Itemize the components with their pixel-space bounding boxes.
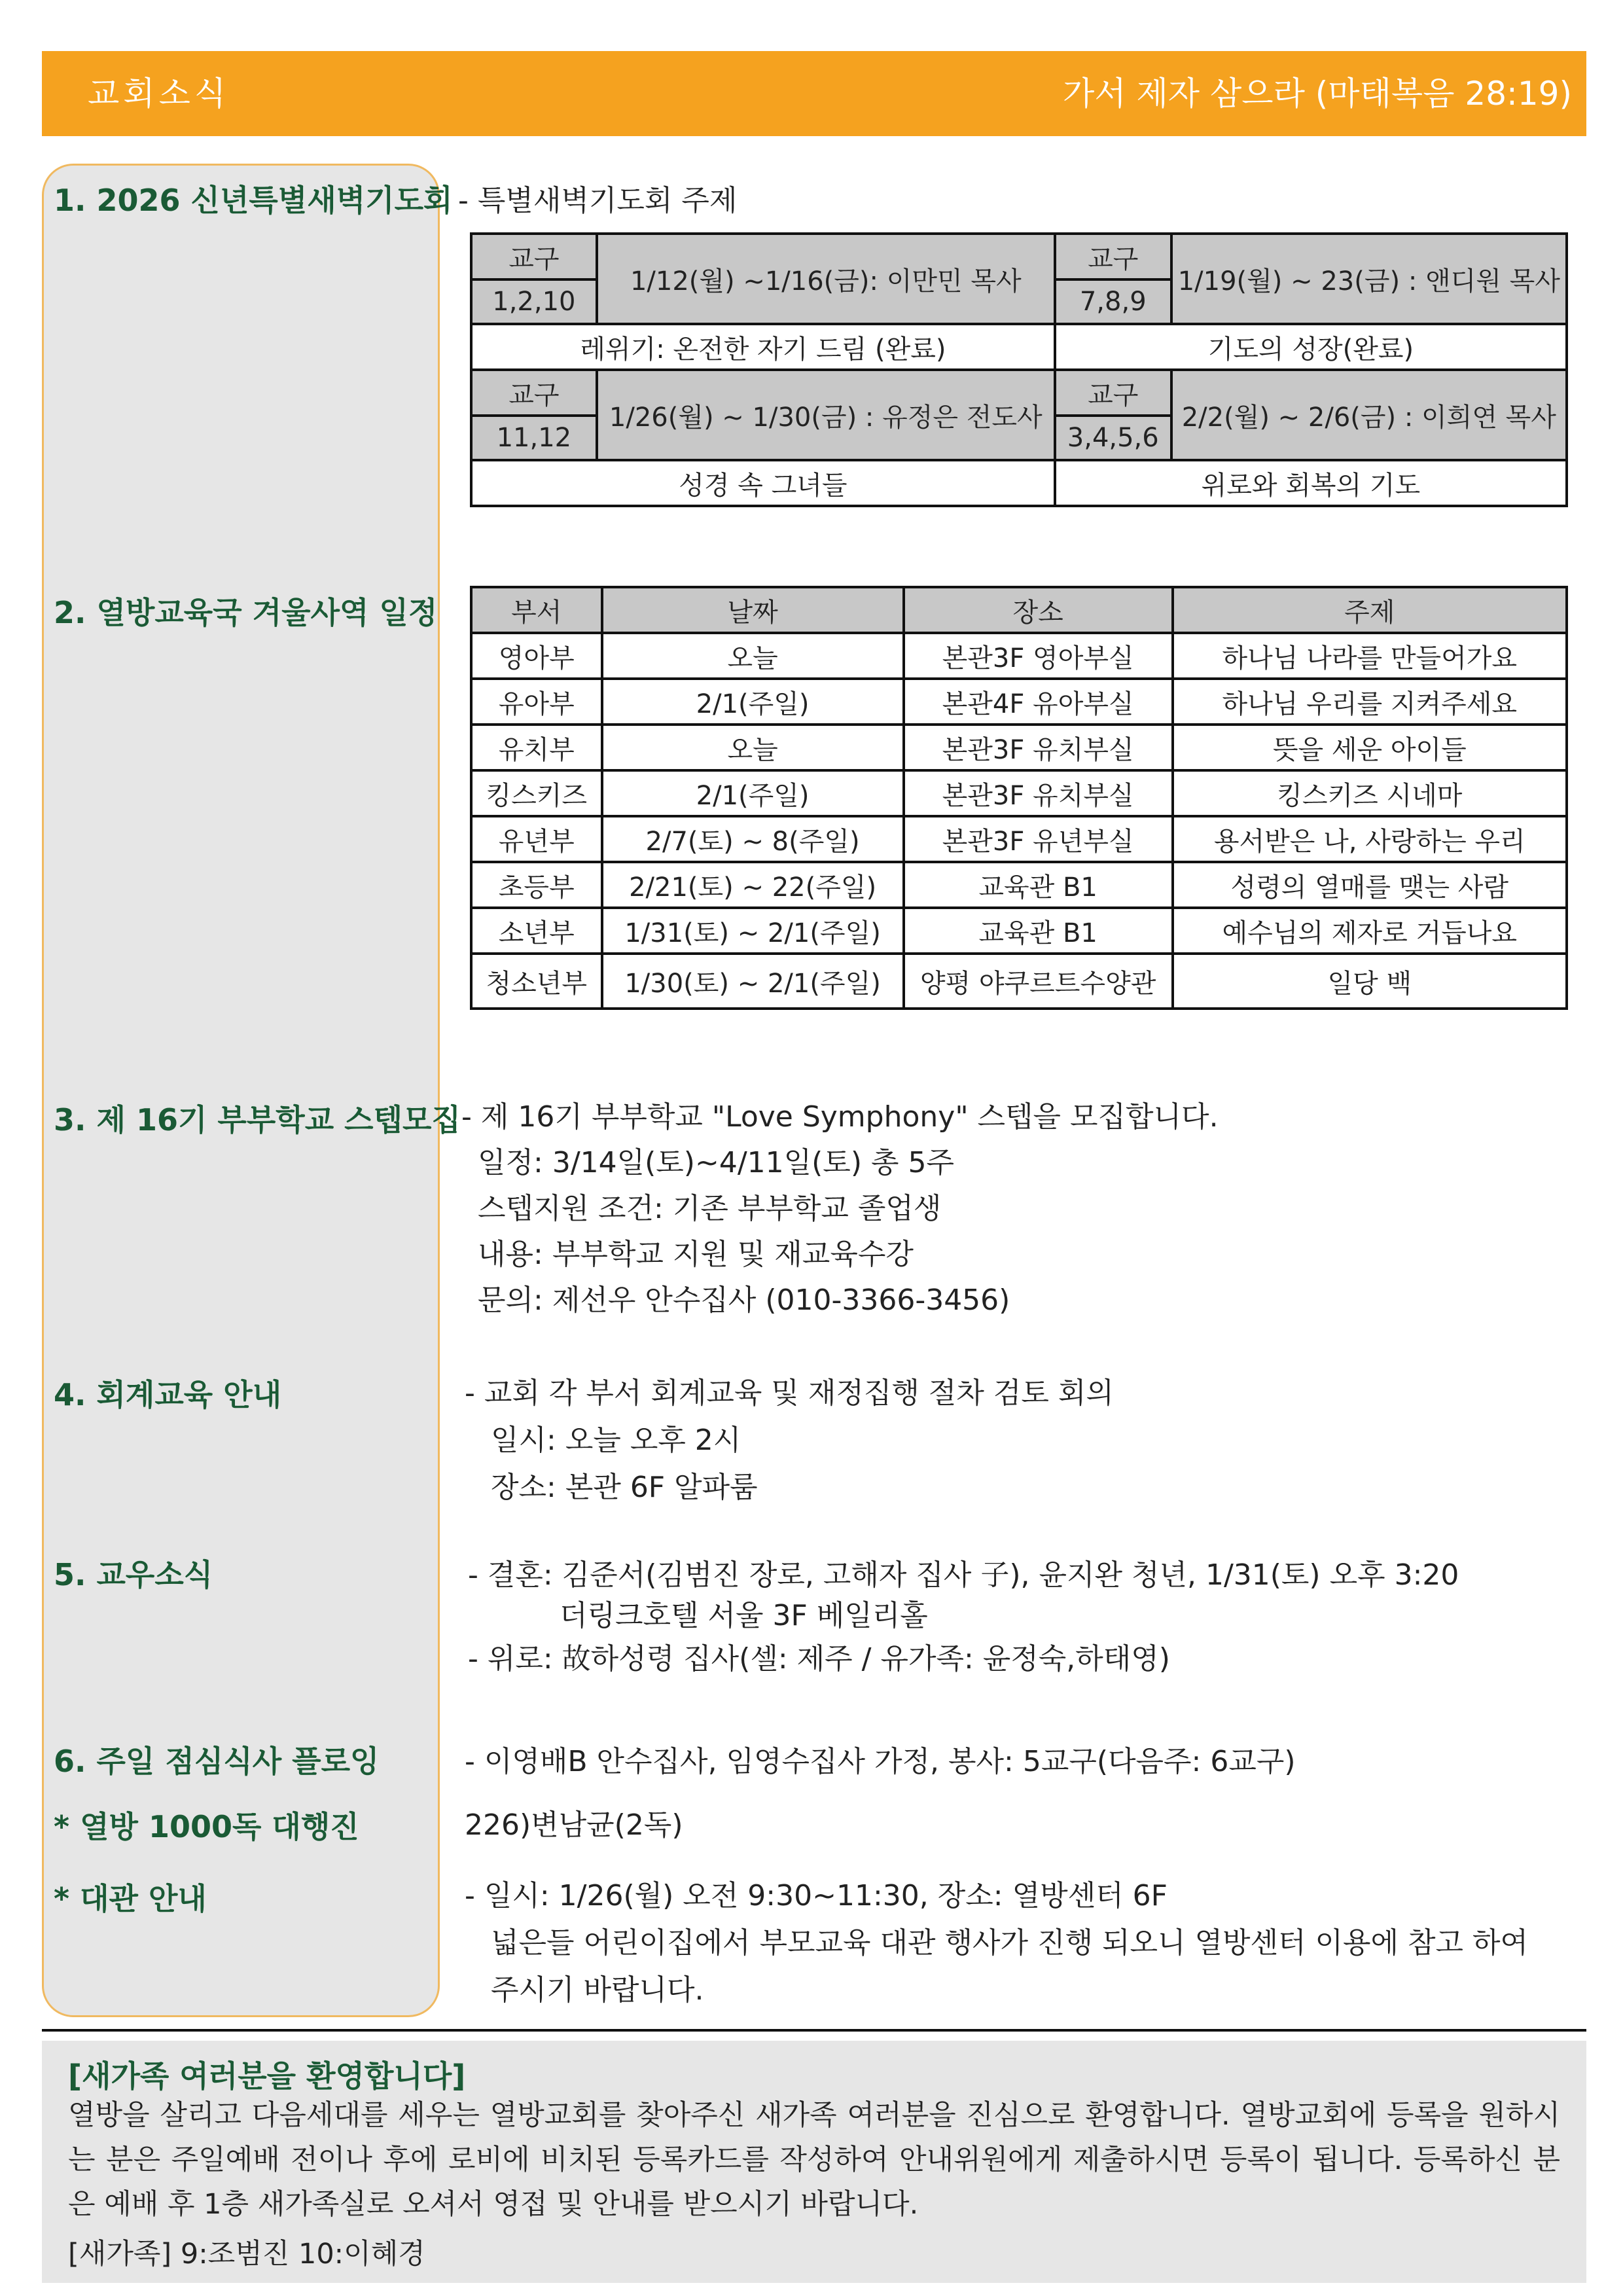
header-bar xyxy=(42,51,1586,136)
week3-dates: 1/26(월) ~ 1/30(금) : 유정은 전도사 xyxy=(597,370,1055,460)
col-header-date: 날짜 xyxy=(602,587,904,633)
section5-title: 5. 교우소식 xyxy=(54,1557,213,1592)
table-row xyxy=(471,725,1567,770)
week4-dates: 2/2(월) ~ 2/6(금) : 이희연 목사 xyxy=(1171,370,1567,460)
section7-title: * 열방 1000독 대행진 xyxy=(54,1809,359,1844)
section5-line: - 결혼: 김준서(김범진 장로, 고해자 집사 子), 윤지완 청년, 1/31(토) 오후 3:20 xyxy=(468,1558,1459,1592)
cell-place: 교육관 B1 xyxy=(904,908,1173,954)
cell-theme: 성령의 열매를 맺는 사람 xyxy=(1173,862,1567,908)
cell-date: 1/30(토) ~ 2/1(주일) xyxy=(602,954,904,1009)
education-schedule-table xyxy=(470,586,1568,1010)
week1-theme: 레위기: 온전한 자기 드림 (완료) xyxy=(471,324,1055,370)
section1-intro: - 특별새벽기도회 주제 xyxy=(458,184,738,217)
section6-line: - 이영배B 안수집사, 임영수집사 가정, 봉사: 5교구(다음주: 6교구) xyxy=(465,1745,1296,1778)
week3-districts: 11,12 xyxy=(471,416,597,460)
section3-line: 일정: 3/14일(토)~4/11일(토) 총 5주 xyxy=(478,1146,954,1179)
section1-title: 1. 2026 신년특별새벽기도회 xyxy=(54,183,453,218)
table-row xyxy=(471,816,1567,862)
cell-theme: 킹스키즈 시네마 xyxy=(1173,770,1567,816)
prayer-schedule-table xyxy=(470,232,1568,507)
week2-theme: 기도의 성장(완료) xyxy=(1055,324,1567,370)
welcome-box xyxy=(42,2041,1586,2283)
section4-line: 장소: 본관 6F 알파룸 xyxy=(491,1471,758,1504)
cell-dept: 소년부 xyxy=(471,908,602,954)
week1-dates: 1/12(월) ~1/16(금): 이만민 목사 xyxy=(597,234,1055,324)
week2-districts: 7,8,9 xyxy=(1055,279,1171,324)
newcomers-list: [새가족] 9:조범진 10:이혜경 xyxy=(68,2238,425,2270)
cell-dept: 킹스키즈 xyxy=(471,770,602,816)
cell-dept: 청소년부 xyxy=(471,954,602,1009)
cell-theme: 일당 백 xyxy=(1173,954,1567,1009)
cell-place: 본관3F 유년부실 xyxy=(904,816,1173,862)
table-row xyxy=(471,862,1567,908)
cell-place: 교육관 B1 xyxy=(904,862,1173,908)
cell-date: 오늘 xyxy=(602,725,904,770)
divider xyxy=(42,2029,1586,2032)
col-header-dept: 부서 xyxy=(471,587,602,633)
table-row xyxy=(471,908,1567,954)
cell-theme: 하나님 우리를 지켜주세요 xyxy=(1173,679,1567,725)
district-label: 교구 xyxy=(471,234,597,279)
section3-line: 문의: 제선우 안수집사 (010-3366-3456) xyxy=(478,1283,1010,1317)
cell-place: 본관4F 유아부실 xyxy=(904,679,1173,725)
cell-place: 본관3F 영아부실 xyxy=(904,633,1173,679)
section3-line: 스텝지원 조건: 기존 부부학교 졸업생 xyxy=(478,1192,942,1225)
section8-line: - 일시: 1/26(월) 오전 9:30~11:30, 장소: 열방센터 6F xyxy=(465,1879,1168,1912)
welcome-title: [새가족 여러분을 환영합니다] xyxy=(68,2058,466,2094)
cell-theme: 용서받은 나, 사랑하는 우리 xyxy=(1173,816,1567,862)
district-label: 교구 xyxy=(1055,234,1171,279)
section4-title: 4. 회계교육 안내 xyxy=(54,1377,282,1412)
cell-theme: 예수님의 제자로 거듭나요 xyxy=(1173,908,1567,954)
cell-date: 2/1(주일) xyxy=(602,770,904,816)
section5-line: - 위로: 故하성령 집사(셀: 제주 / 유가족: 윤정숙,하태영) xyxy=(468,1642,1170,1676)
welcome-body: 열방을 살리고 다음세대를 세우는 열방교회를 찾아주신 새가족 여러분을 진심으로 환영합니다. 열방교회에 등록을 원하시는 분은 주일예배 전이나 후에 로비에 비치된 등록카드를 작성하여 안내위원에게 제출하시면 등록이 됩니다. 등록하신 분은 예배 후 1층 새가족실로 오셔서 영접 및 안내를 받으시기 바랍니다. xyxy=(68,2099,1560,2221)
section3-line: 내용: 부부학교 지원 및 재교육수강 xyxy=(478,1238,914,1271)
section8-title: * 대관 안내 xyxy=(54,1881,207,1916)
cell-date: 2/21(토) ~ 22(주일) xyxy=(602,862,904,908)
week4-districts: 3,4,5,6 xyxy=(1055,416,1171,460)
section8-line: 넓은들 어린이집에서 부모교육 대관 행사가 진행 되오니 열방센터 이용에 참고 하여 xyxy=(491,1926,1528,1960)
section6-title: 6. 주일 점심식사 플로잉 xyxy=(54,1744,380,1779)
cell-place: 양평 야쿠르트수양관 xyxy=(904,954,1173,1009)
col-header-place: 장소 xyxy=(904,587,1173,633)
week3-theme: 성경 속 그녀들 xyxy=(471,460,1055,506)
week2-dates: 1/19(월) ~ 23(금) : 앤디원 목사 xyxy=(1171,234,1567,324)
header-title: 교회소식 xyxy=(88,75,230,113)
section7-line: 226)변남균(2독) xyxy=(465,1808,683,1842)
cell-theme: 뜻을 세운 아이들 xyxy=(1173,725,1567,770)
cell-dept: 유치부 xyxy=(471,725,602,770)
section3-title: 3. 제 16기 부부학교 스텝모집 xyxy=(54,1102,461,1138)
cell-theme: 하나님 나라를 만들어가요 xyxy=(1173,633,1567,679)
district-label: 교구 xyxy=(471,370,597,416)
header-verse: 가서 제자 삼으라 (마태복음 28:19) xyxy=(1063,75,1572,113)
cell-date: 오늘 xyxy=(602,633,904,679)
table-row xyxy=(471,633,1567,679)
cell-dept: 유년부 xyxy=(471,816,602,862)
section4-line: - 교회 각 부서 회계교육 및 재정집행 절차 검토 회의 xyxy=(465,1376,1114,1410)
cell-date: 1/31(토) ~ 2/1(주일) xyxy=(602,908,904,954)
section4-line: 일시: 오늘 오후 2시 xyxy=(491,1424,741,1457)
week1-districts: 1,2,10 xyxy=(471,279,597,324)
cell-date: 2/7(토) ~ 8(주일) xyxy=(602,816,904,862)
cell-dept: 유아부 xyxy=(471,679,602,725)
cell-date: 2/1(주일) xyxy=(602,679,904,725)
cell-place: 본관3F 유치부실 xyxy=(904,725,1173,770)
week4-theme: 위로와 회복의 기도 xyxy=(1055,460,1567,506)
cell-dept: 초등부 xyxy=(471,862,602,908)
cell-dept: 영아부 xyxy=(471,633,602,679)
cell-place: 본관3F 유치부실 xyxy=(904,770,1173,816)
table-row xyxy=(471,770,1567,816)
section3-line: - 제 16기 부부학교 "Love Symphony" 스텝을 모집합니다. xyxy=(461,1100,1219,1134)
table-row xyxy=(471,954,1567,1009)
table-row xyxy=(471,679,1567,725)
section8-line: 주시기 바랍니다. xyxy=(491,1973,704,2007)
section2-title: 2. 열방교육국 겨울사역 일정 xyxy=(54,595,438,630)
col-header-theme: 주제 xyxy=(1173,587,1567,633)
section5-line: 더링크호텔 서울 3F 베일리홀 xyxy=(560,1599,928,1632)
district-label: 교구 xyxy=(1055,370,1171,416)
